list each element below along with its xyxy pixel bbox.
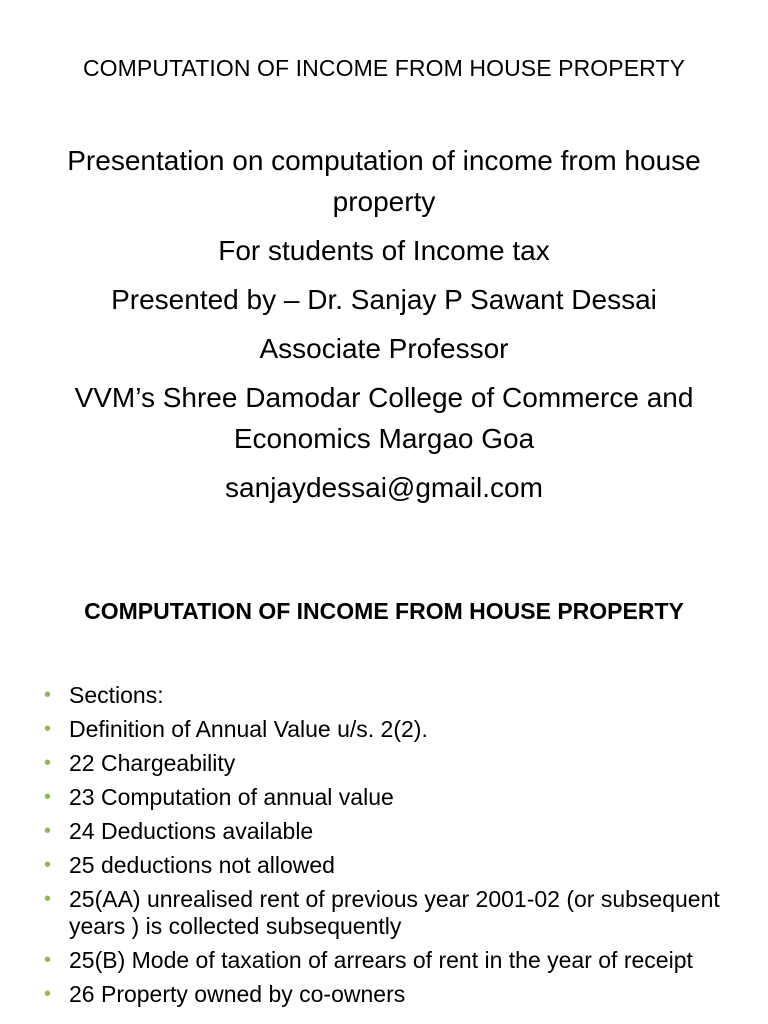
list-item-text: Definition of Annual Value u/s. 2(2). [69,716,428,742]
slide-2 [0,560,768,1024]
list-item [42,981,742,1008]
presenter-line: Presented by – Dr. Sanjay P Sawant Dessai [111,284,657,315]
list-item [42,852,742,879]
list-item [42,784,742,811]
slide-1-header: COMPUTATION OF INCOME FROM HOUSE PROPERTY [82,55,686,81]
list-item [42,716,742,743]
list-item-text: 25 deductions not allowed [69,852,335,878]
bullet-dot-icon: • [44,888,52,910]
college-line: VVM’s Shree Damodar College of Commerce and Economics Margao Goa [74,382,694,454]
list-item-text: Sections: [69,682,164,708]
list-item [42,750,742,777]
presentation-line: Presentation on computation of income from house property [67,145,701,217]
bullet-dot-icon: • [44,949,52,971]
list-item-text: 25(B) Mode of taxation of arrears of rent in the year of receipt [69,947,693,973]
bullet-dot-icon: • [44,786,52,808]
list-item-text: 22 Chargeability [69,750,236,776]
list-item-text: 26 Property owned by co-owners [69,981,406,1007]
bullet-dot-icon: • [44,854,52,876]
email-line[interactable]: sanjaydessai@gmail.com [225,472,543,503]
designation-line: Associate Professor [259,333,509,364]
list-item-text: 24 Deductions available [69,818,314,844]
bullet-dot-icon: • [44,718,52,740]
bullet-dot-icon: • [44,684,52,706]
list-item [42,818,742,845]
bullet-dot-icon: • [44,820,52,842]
bullet-dot-icon: • [44,752,52,774]
sections-list [42,682,742,1015]
list-item-text: 25(AA) unrealised rent of previous year 2001-02 (or subsequent years ) is collected subsequently [69,886,720,939]
list-item [42,947,742,974]
list-item [42,682,742,709]
list-item [42,886,742,940]
slide-2-title: COMPUTATION OF INCOME FROM HOUSE PROPERTY [84,598,684,624]
bullet-dot-icon: • [44,983,52,1005]
slide-1-body [20,140,748,516]
audience-line: For students of Income tax [218,235,550,266]
list-item-text: 23 Computation of annual value [69,784,394,810]
